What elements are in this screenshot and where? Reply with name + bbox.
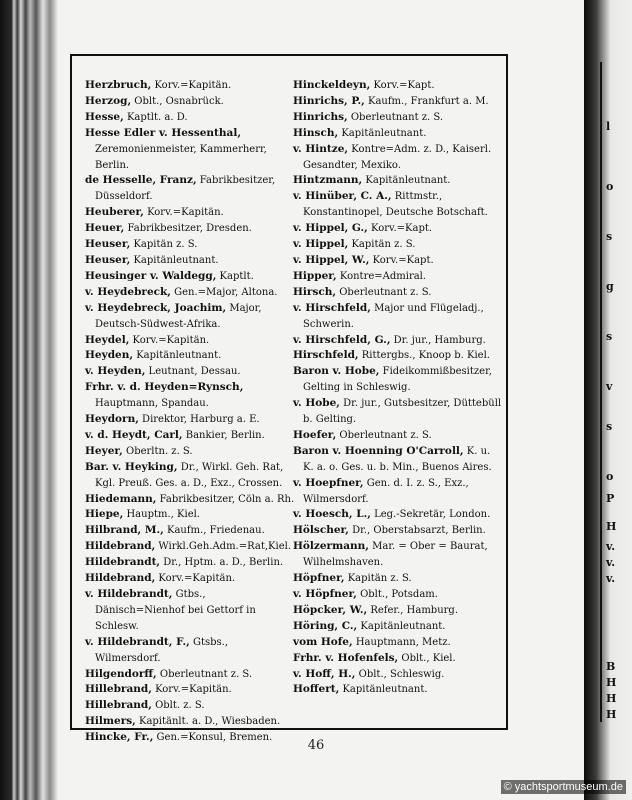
directory-entry [85,126,295,174]
entry-name: Hilmers, [85,715,136,728]
entry-name: Hesse Edler v. Hessenthal, [85,126,241,139]
entry-details: Kaptlt. [216,270,254,282]
entry-details: Oblt. z. S. [151,700,205,712]
directory-entry [85,539,295,555]
entry-name: Heydel, [85,333,130,346]
entry-name: Frhr. v. d. Heyden=Rynsch, [85,381,244,394]
directory-entry [293,667,503,683]
entry-name: Hölzermann, [293,540,369,553]
next-page-fragment: v [606,380,613,393]
entry-details: Wirkl.Geh.Adm.=Rat,Kiel. [155,541,292,553]
entry-name: v. Hirschfeld, G., [293,333,391,346]
entry-details: Korv.=Kapitän. [151,684,232,696]
entry-details: Hauptmann, Metz. [352,636,451,648]
entry-name: Höring, C., [293,619,358,632]
entry-name: v. Höpfner, [293,588,357,600]
directory-entry [293,94,503,110]
entry-name: v. Hirschfeld, [293,301,371,314]
directory-entry [85,428,295,444]
entry-details: Dr., Oberstabsarzt, Berlin. [348,525,486,537]
directory-entry [85,221,295,237]
entry-details: Oberleutnant z. S. [336,286,432,298]
entry-name: Hillebrand, [85,699,152,712]
entry-details: Zeremonienmeister, Kammerherr, Berlin. [95,143,267,171]
entry-name: v. d. Heydt, Carl, [85,428,183,441]
entry-details: Kapitänleutnant. [362,175,451,187]
directory-entry [293,189,503,221]
entry-name: v. Hoesch, L., [293,508,371,521]
directory-entry [85,380,295,412]
entry-name: Hiedemann, [85,492,157,505]
watermark: © yachtsportmuseum.de [501,780,626,794]
directory-entry [85,78,295,94]
directory-entry [85,698,295,714]
directory-entry [293,476,503,508]
directory-entry [85,412,295,428]
entry-name: Hillebrand, [85,683,152,696]
book-spine [0,0,58,800]
entry-details: Gtsbs., Wilmersdorf. [95,636,229,664]
next-page-fragment: s [606,330,613,343]
next-page-fragment: o [606,180,614,193]
entry-details: Major und Flügeladj., Schwerin. [303,302,484,330]
entry-details: Korv.=Kapt. [369,254,434,266]
entry-details: Kapitän z. S. [344,573,412,585]
directory-column-right [293,78,503,698]
directory-entry [85,635,295,667]
directory-entry [293,507,503,523]
entry-details: Hauptm., Kiel. [123,509,200,521]
entry-details: Oblt., Potsdam. [356,589,438,600]
directory-entry [293,142,503,174]
directory-entry [85,348,295,364]
entry-details: Oblt., Schleswig. [355,668,445,680]
entry-details: Refer., Hamburg. [367,604,459,616]
directory-entry [85,269,295,285]
entry-details: Kapitänleutnant. [130,254,219,266]
entry-name: Herzog, [85,94,132,107]
entry-details: Kapitän z. S. [130,239,198,251]
entry-details: Fabrikbesitzer, Dresden. [124,223,252,235]
entry-details: Kontre=Adm. z. D., Kaiserl. Gesandter, Mexiko. [303,143,492,171]
entry-details: Kontre=Admiral. [336,270,427,282]
directory-entry [293,269,503,285]
entry-name: Heuser, [85,253,131,266]
next-page-fragment: g [606,280,614,293]
directory-entry [85,301,295,333]
entry-details: Korv.=Kapt. [370,80,435,91]
entry-name: Hildebrand, [85,540,156,553]
entry-name: Höpcker, W., [293,603,368,616]
entry-details: Kapitänleutnant. [357,620,446,632]
entry-name: v. Hinüber, C. A., [293,190,392,203]
entry-details: Fideikommißbesitzer, Gelting in Schleswig. [303,366,492,394]
entry-name: Heuer, [85,222,125,235]
entry-name: Hinsch, [293,126,339,139]
directory-entry [293,444,503,476]
entry-details: Oberleutnant z. S. [347,111,444,123]
next-page-fragment: H [606,708,617,721]
entry-name: Bar. v. Heyking, [85,460,178,473]
directory-entry [85,492,295,508]
next-page-fragment: v. [606,540,616,553]
entry-details: Oberleutnant z. S. [156,668,253,680]
directory-entry [293,587,503,603]
entry-name: v. Hildebrandt, F., [85,635,190,648]
entry-name: Heuberer, [85,206,144,219]
directory-entry [85,523,295,539]
entry-details: Gen.=Konsul, Bremen. [153,732,273,744]
directory-entry [85,94,295,110]
directory-entry [85,364,295,380]
entry-details: Kapitänlt. a. D., Wiesbaden. [135,716,281,728]
entry-name: v. Hoepfner, [293,476,364,489]
directory-entry [85,333,295,349]
entry-details: Rittmstr., Konstantinopel, Deutsche Botschaft. [303,191,488,219]
entry-name: v. Heydebreck, [85,285,171,298]
directory-entry [85,587,295,635]
entry-name: Heyer, [85,444,123,457]
entry-details: Oberleutnant z. S. [336,429,432,441]
directory-entry [85,237,295,253]
entry-name: v. Heyden, [85,365,146,378]
entry-name: Herzbruch, [85,79,152,91]
entry-details: Rittergbs., Knoop b. Kiel. [358,350,490,362]
entry-name: Hoffert, [293,683,340,696]
directory-entry [85,714,295,730]
entry-name: Heuser, [85,238,131,251]
directory-entry [293,126,503,142]
entry-details: Kaufm., Friedenau. [163,525,265,537]
entry-details: Oblt., Osnabrück. [131,95,224,107]
next-page-fragment: l [606,120,611,133]
directory-column-left [85,78,295,746]
directory-entry [85,173,295,205]
next-page-fragment: P [606,492,615,505]
next-page-fragment: v. [606,556,616,569]
entry-name: v. Hippel, [293,238,349,251]
directory-entry [293,619,503,635]
directory-entry [85,555,295,571]
entry-details: Gen. d. I. z. S., Exz., Wilmersdorf. [303,477,469,505]
entry-name: Hipper, [293,269,337,282]
directory-entry [85,205,295,221]
directory-entry [293,78,503,94]
next-page-frame [600,62,602,722]
entry-details: Gtbs., Dänisch=Nienhof bei Gettorf in Schlesw. [95,589,256,632]
directory-entry [293,285,503,301]
directory-entry [85,285,295,301]
entry-details: Fabrikbesitzer, Cöln a. Rh. [156,493,295,505]
next-page-fragment: B [606,660,616,673]
entry-name: Hintzmann, [293,174,363,187]
next-page-edge [584,0,632,800]
entry-details: Kapitänleutnant. [338,127,427,139]
entry-name: v. Hippel, G., [293,222,368,235]
entry-name: Hesse, [85,110,124,123]
entry-name: Heydorn, [85,413,139,426]
entry-details: Gen.=Major, Altona. [170,286,278,298]
next-page-fragment: s [606,420,613,433]
directory-entry [293,396,503,428]
entry-name: Hölscher, [293,524,349,537]
directory-entry [293,635,503,651]
directory-entry [85,444,295,460]
entry-details: Dr. jur., Gutsbesitzer, Düttebüll b. Gelting. [303,398,502,426]
directory-entry [293,253,503,269]
entry-details: Kaufm., Frankfurt a. M. [364,95,489,107]
entry-details: Oblt., Kiel. [398,652,456,664]
directory-entry [293,301,503,333]
entry-details: Korv.=Kapitän. [155,573,236,585]
next-page-fragment: s [606,230,613,243]
next-page-fragment: H [606,692,617,705]
entry-name: v. Hintze, [293,142,349,155]
entry-details: Kaptlt. a. D. [123,111,188,123]
next-page-fragment: v. [606,572,616,585]
entry-details: Dr. jur., Hamburg. [390,334,486,346]
entry-details: Kapitän z. S. [348,239,416,251]
directory-entry [293,651,503,667]
entry-name: Hilbrand, M., [85,524,164,537]
next-page-fragment: H [606,520,617,533]
entry-details: K. u. K. a. o. Ges. u. b. Min., Buenos Aires. [303,445,492,473]
directory-entry [293,428,503,444]
entry-name: Hoefer, [293,428,337,441]
entry-name: Baron v. Hobe, [293,365,380,378]
entry-name: Hirschfeld, [293,349,359,362]
directory-entry [293,237,503,253]
entry-name: Hiepe, [85,508,124,521]
entry-details: Korv.=Kapitän. [129,334,210,346]
directory-entry [293,333,503,349]
entry-details: Oberltn. z. S. [122,445,193,457]
directory-entry [293,173,503,189]
directory-entry [293,571,503,587]
entry-details: Hauptmann, Spandau. [95,398,209,410]
directory-entry [293,110,503,126]
entry-name: v. Hippel, W., [293,253,370,266]
entry-details: Dr., Hptm. a. D., Berlin. [160,557,284,569]
entry-details: Major, Deutsch-Südwest-Afrika. [95,302,262,330]
entry-name: Höpfner, [293,572,345,585]
next-page-fragment: H [606,676,617,689]
entry-details: Leg.-Sekretär, London. [370,509,491,521]
page-number: 46 [307,738,325,753]
entry-name: Heyden, [85,349,134,362]
entry-name: Hinrichs, [293,110,348,123]
entry-name: v. Hoff, H., [293,667,356,680]
directory-entry [85,110,295,126]
entry-name: Hinckeldeyn, [293,79,371,91]
entry-details: Korv.=Kapitän. [143,207,224,219]
entry-name: vom Hofe, [293,635,353,648]
entry-name: v. Hobe, [293,397,340,410]
directory-entry [85,571,295,587]
directory-entry [293,603,503,619]
entry-details: Dr., Wirkl. Geh. Rat, Kgl. Preuß. Ges. a. D., Exz., Crossen. [95,461,284,489]
entry-name: Hincke, Fr., [85,731,154,744]
entry-name: Hirsch, [293,285,337,298]
entry-name: Hilgendorff, [85,667,157,680]
directory-entry [85,460,295,492]
entry-details: Korv.=Kapt. [367,223,433,235]
entry-details: Fabrikbesitzer, Düsseldorf. [95,175,276,203]
directory-entry [85,667,295,683]
entry-details: Bankier, Berlin. [182,429,265,441]
entry-name: Hinrichs, P., [293,94,365,107]
directory-entry [85,253,295,269]
directory-entry [293,539,503,571]
entry-name: de Hesselle, Franz, [85,174,197,187]
entry-name: v. Heydebreck, Joachim, [85,301,227,314]
directory-entry [293,523,503,539]
entry-details: Korv.=Kapitän. [151,80,232,91]
entry-name: Baron v. Hoenning O'Carroll, [293,444,464,457]
entry-details: Kapitänleutnant. [339,684,428,696]
entry-details: Leutnant, Dessau. [145,366,241,378]
entry-name: Heusinger v. Waldegg, [85,269,217,282]
entry-name: Frhr. v. Hofenfels, [293,651,399,664]
entry-details: Direktor, Harburg a. E. [138,414,260,426]
directory-entry [85,507,295,523]
entry-name: Hildebrand, [85,572,156,585]
directory-entry [85,682,295,698]
entry-name: v. Hildebrandt, [85,588,173,600]
entry-details: Mar. = Ober = Baurat, Wilhelmshaven. [303,541,488,569]
next-page-fragment: o [606,470,614,483]
directory-entry [293,221,503,237]
directory-entry [293,348,503,364]
directory-entry [293,682,503,698]
entry-details: Kapitänleutnant. [133,350,222,362]
directory-entry [293,364,503,396]
entry-name: Hildebrandt, [85,556,161,569]
